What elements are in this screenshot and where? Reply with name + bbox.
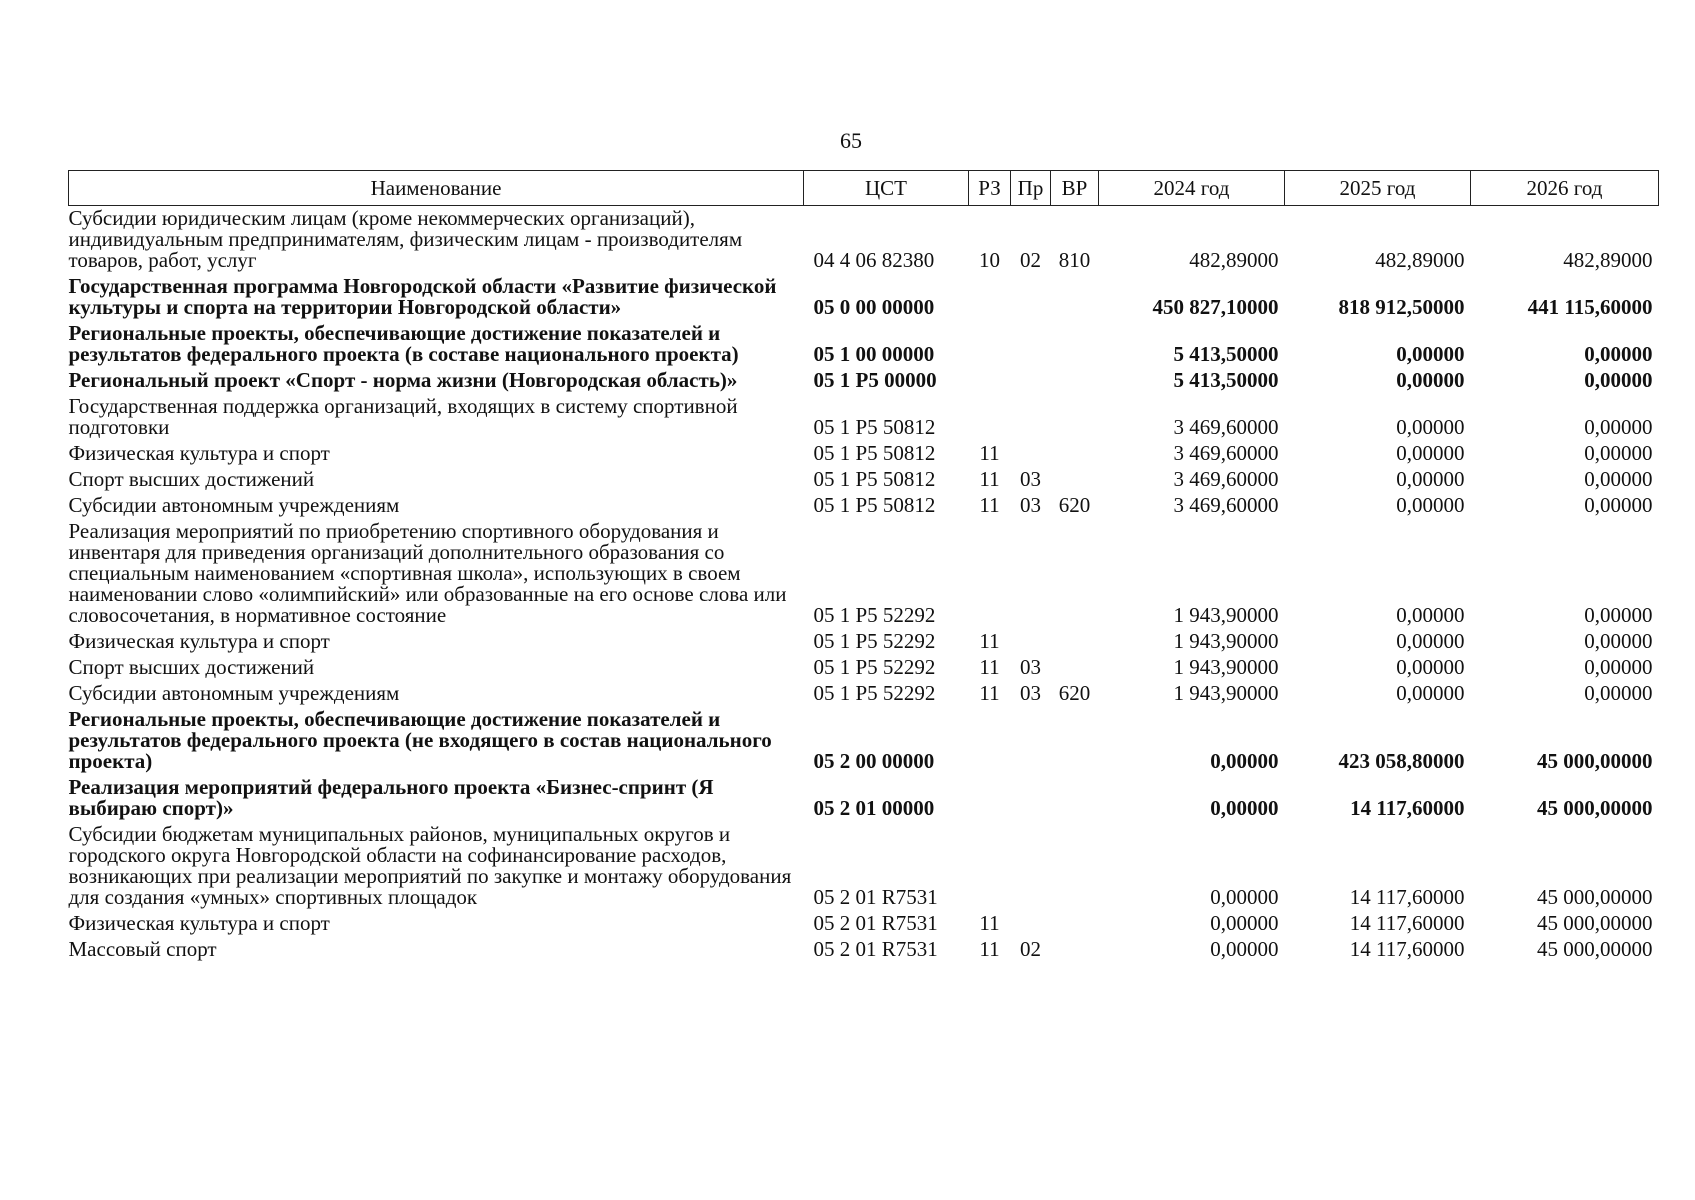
cell-2026: 45 000,00000 [1537, 749, 1653, 773]
cell-2024: 1 943,90000 [1173, 629, 1279, 653]
header-pr: Пр [1011, 171, 1051, 206]
table-row [69, 822, 1659, 911]
table-row [69, 467, 1659, 493]
cell-cst: 05 1 P5 52292 [813, 681, 936, 705]
table-row [69, 707, 1659, 775]
cell-cst: 05 1 P5 50812 [813, 467, 936, 491]
cell-pr [1011, 822, 1051, 911]
cell-cst: 05 2 00 00000 [813, 749, 935, 773]
cell-pr [1011, 394, 1051, 441]
cell-2026: 45 000,00000 [1537, 885, 1653, 909]
header-cst: ЦСТ [804, 171, 969, 206]
cell-2026: 0,00000 [1584, 368, 1653, 392]
cell-pr: 03 [1020, 493, 1041, 517]
header-vr: ВР [1051, 171, 1099, 206]
table-row [69, 681, 1659, 707]
header-rz: РЗ [969, 171, 1011, 206]
cell-rz: 11 [979, 655, 1000, 679]
cell-name: Реализация мероприятий федерального проекта «Бизнес-спринт (Я выбираю спорт)» [68, 775, 714, 820]
cell-vr [1051, 822, 1099, 911]
cell-vr [1051, 775, 1099, 822]
cell-name: Спорт высших достижений [68, 467, 315, 491]
cell-2026: 45 000,00000 [1537, 937, 1653, 961]
cell-2024: 0,00000 [1210, 911, 1279, 935]
cell-2025: 14 117,60000 [1349, 937, 1465, 961]
cell-cst: 05 1 P5 52292 [813, 655, 936, 679]
cell-2025: 0,00000 [1396, 467, 1465, 491]
cell-cst: 05 1 P5 50812 [813, 415, 936, 439]
cell-cst: 05 1 P5 52292 [813, 603, 936, 627]
cell-name: Спорт высших достижений [68, 655, 315, 679]
cell-2025: 423 058,80000 [1338, 749, 1465, 773]
cell-2025: 0,00000 [1396, 441, 1465, 465]
cell-2025: 0,00000 [1396, 655, 1465, 679]
cell-vr [1051, 629, 1099, 655]
cell-rz: 10 [979, 248, 1000, 272]
page-number: 65 [840, 128, 862, 153]
table-row [69, 368, 1659, 394]
cell-cst: 05 2 01 R7531 [813, 911, 938, 935]
cell-rz [969, 519, 1011, 629]
cell-cst: 05 1 P5 50812 [813, 441, 936, 465]
cell-name: Государственная программа Новгородской области «Развитие физической культуры и спорта на территории Новгородской области» [68, 274, 777, 319]
cell-pr: 03 [1020, 681, 1041, 705]
cell-pr [1011, 519, 1051, 629]
cell-2026: 0,00000 [1584, 655, 1653, 679]
cell-name: Субсидии юридическим лицам (кроме некоммерческих организаций), индивидуальным предпринимателям, физическим лицам - производителям товаров, работ, услуг [68, 206, 743, 272]
cell-rz [969, 321, 1011, 368]
cell-rz: 11 [979, 681, 1000, 705]
cell-rz: 11 [979, 629, 1000, 653]
cell-cst: 05 2 01 R7531 [813, 937, 938, 961]
cell-2026: 482,89000 [1563, 248, 1653, 272]
cell-pr: 02 [1020, 248, 1041, 272]
cell-vr [1051, 321, 1099, 368]
table-header-row [69, 171, 1659, 206]
table-row [69, 321, 1659, 368]
table-row [69, 206, 1659, 275]
cell-name: Массовый спорт [68, 937, 217, 961]
cell-name: Физическая культура и спорт [68, 441, 330, 465]
cell-2024: 1 943,90000 [1173, 655, 1279, 679]
cell-2026: 0,00000 [1584, 467, 1653, 491]
cell-rz: 11 [979, 911, 1000, 935]
cell-2025: 0,00000 [1396, 603, 1465, 627]
cell-2024: 482,89000 [1189, 248, 1279, 272]
cell-2025: 0,00000 [1396, 493, 1465, 517]
cell-2026: 0,00000 [1584, 603, 1653, 627]
cell-vr: 620 [1058, 493, 1091, 517]
cell-2026: 0,00000 [1584, 629, 1653, 653]
cell-2026: 0,00000 [1584, 681, 1653, 705]
cell-name: Реализация мероприятий по приобретению спортивного оборудования и инвентаря для приведения организаций дополнительного образования со специальным наименованием «спортивная школа», использующих в своем наименовании слово «олимпийский» или образованные на его основе слова или словосочетания, в нормативное состояние [68, 519, 787, 627]
cell-2026: 0,00000 [1584, 342, 1653, 366]
cell-rz: 11 [979, 937, 1000, 961]
cell-2025: 14 117,60000 [1349, 911, 1465, 935]
table-row [69, 937, 1659, 963]
cell-2024: 5 413,50000 [1173, 342, 1279, 366]
cell-cst: 05 2 01 R7531 [813, 885, 938, 909]
cell-2025: 14 117,60000 [1350, 796, 1465, 820]
cell-cst: 05 1 00 00000 [813, 342, 935, 366]
cell-vr [1051, 274, 1099, 321]
cell-vr [1051, 519, 1099, 629]
table-row [69, 519, 1659, 629]
cell-2025: 0,00000 [1396, 415, 1465, 439]
cell-cst: 05 0 00 00000 [813, 295, 935, 319]
cell-vr [1051, 707, 1099, 775]
cell-rz: 11 [979, 493, 1000, 517]
cell-2025: 0,00000 [1396, 342, 1465, 366]
cell-rz: 11 [979, 441, 1000, 465]
cell-2024: 3 469,60000 [1173, 467, 1279, 491]
cell-name: Физическая культура и спорт [68, 911, 330, 935]
cell-name: Субсидии бюджетам муниципальных районов, муниципальных округов и городского округа Новгородской области на софинансирование расходов, возникающих при реализации мероприятий по закупке и монтажу оборудования для создания «умных» спортивных площадок [68, 822, 792, 909]
cell-name: Региональные проекты, обеспечивающие достижение показателей и результатов федерального проекта (в составе национального проекта) [68, 321, 739, 366]
cell-vr [1051, 368, 1099, 394]
table-row [69, 655, 1659, 681]
cell-2024: 3 469,60000 [1173, 441, 1279, 465]
cell-pr: 03 [1020, 655, 1041, 679]
cell-pr [1011, 707, 1051, 775]
cell-name: Физическая культура и спорт [68, 629, 330, 653]
cell-vr: 620 [1058, 681, 1091, 705]
table-row [69, 629, 1659, 655]
cell-2024: 0,00000 [1210, 937, 1279, 961]
cell-vr [1051, 394, 1099, 441]
cell-rz [969, 775, 1011, 822]
cell-2026: 0,00000 [1584, 493, 1653, 517]
cell-rz [969, 368, 1011, 394]
cell-2024: 1 943,90000 [1173, 603, 1279, 627]
cell-2026: 45 000,00000 [1537, 911, 1653, 935]
table-body [69, 206, 1659, 964]
cell-pr [1011, 441, 1051, 467]
header-2025: 2025 год [1285, 171, 1471, 206]
cell-2026: 0,00000 [1584, 415, 1653, 439]
cell-pr [1011, 321, 1051, 368]
header-name: Наименование [69, 171, 804, 206]
cell-pr [1011, 368, 1051, 394]
cell-cst: 05 2 01 00000 [813, 796, 935, 820]
cell-2024: 0,00000 [1210, 885, 1279, 909]
header-2026: 2026 год [1471, 171, 1659, 206]
budget-table [68, 170, 1659, 963]
cell-vr [1051, 441, 1099, 467]
cell-2026: 0,00000 [1584, 441, 1653, 465]
cell-vr [1051, 655, 1099, 681]
header-2024: 2024 год [1099, 171, 1285, 206]
cell-rz [969, 707, 1011, 775]
cell-2025: 482,89000 [1375, 248, 1465, 272]
cell-cst: 04 4 06 82380 [813, 248, 935, 272]
cell-pr: 03 [1020, 467, 1041, 491]
cell-2026: 441 115,60000 [1527, 295, 1653, 319]
table-row [69, 775, 1659, 822]
cell-pr [1011, 629, 1051, 655]
cell-cst: 05 1 P5 00000 [813, 368, 937, 392]
table-row [69, 441, 1659, 467]
cell-2024: 5 413,50000 [1173, 368, 1279, 392]
cell-rz [969, 822, 1011, 911]
cell-2024: 450 827,10000 [1152, 295, 1279, 319]
cell-pr [1011, 911, 1051, 937]
cell-2024: 0,00000 [1210, 749, 1279, 773]
table-row [69, 911, 1659, 937]
cell-2024: 3 469,60000 [1173, 415, 1279, 439]
cell-2026: 45 000,00000 [1537, 796, 1653, 820]
cell-2025: 0,00000 [1396, 629, 1465, 653]
cell-name: Субсидии автономным учреждениям [68, 681, 400, 705]
cell-pr [1011, 274, 1051, 321]
cell-rz [969, 274, 1011, 321]
cell-vr [1051, 937, 1099, 963]
cell-rz: 11 [979, 467, 1000, 491]
table-row [69, 394, 1659, 441]
cell-2024: 0,00000 [1210, 796, 1279, 820]
cell-2025: 818 912,50000 [1338, 295, 1465, 319]
cell-name: Государственная поддержка организаций, входящих в систему спортивной подготовки [68, 394, 738, 439]
cell-2025: 14 117,60000 [1349, 885, 1465, 909]
cell-pr [1011, 775, 1051, 822]
cell-name: Региональные проекты, обеспечивающие достижение показателей и результатов федерального проекта (не входящего в состав национального проекта) [68, 707, 772, 773]
table-row [69, 274, 1659, 321]
cell-cst: 05 1 P5 52292 [813, 629, 936, 653]
cell-name: Региональный проект «Спорт - норма жизни (Новгородская область)» [68, 368, 738, 392]
cell-2025: 0,00000 [1396, 368, 1465, 392]
cell-2025: 0,00000 [1396, 681, 1465, 705]
cell-vr: 810 [1058, 248, 1091, 272]
cell-2024: 3 469,60000 [1173, 493, 1279, 517]
cell-vr [1051, 467, 1099, 493]
cell-vr [1051, 911, 1099, 937]
table-row [69, 493, 1659, 519]
cell-cst: 05 1 P5 50812 [813, 493, 936, 517]
cell-pr: 02 [1020, 937, 1041, 961]
cell-rz [969, 394, 1011, 441]
cell-2024: 1 943,90000 [1173, 681, 1279, 705]
cell-name: Субсидии автономным учреждениям [68, 493, 400, 517]
